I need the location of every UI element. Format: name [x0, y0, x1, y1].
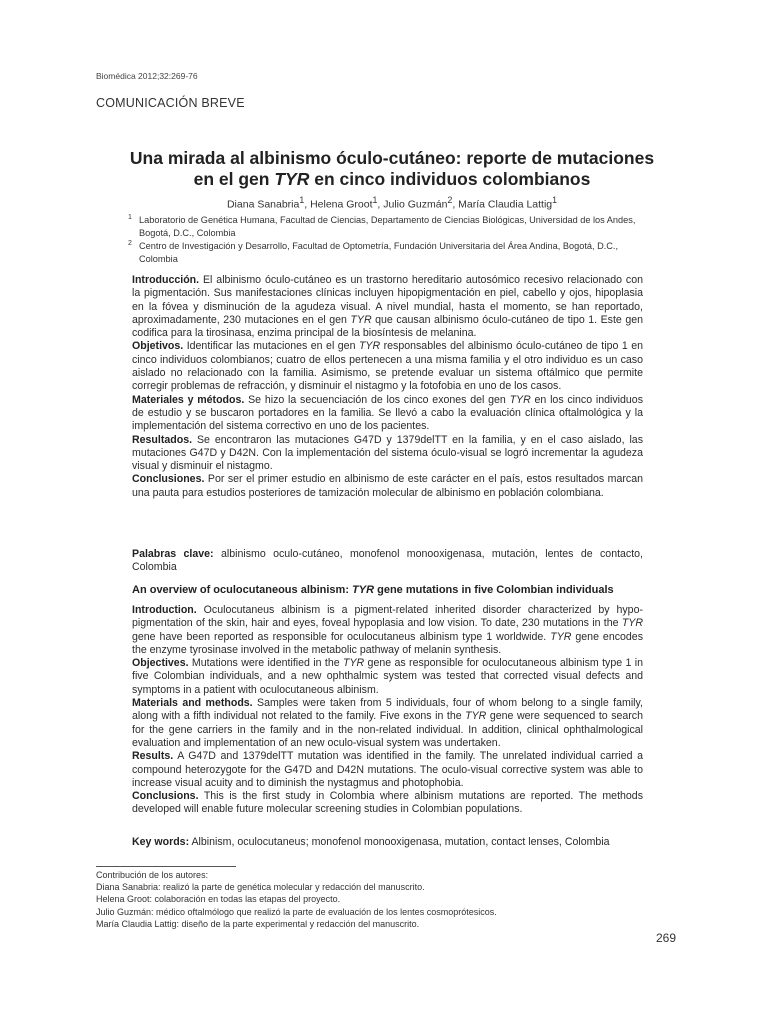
- affiliation: [128, 214, 648, 239]
- es-results: [132, 434, 643, 474]
- text: responsables del albinismo óculo-cutáneo de tipo 1 en cinco individuos colombianos; cuatro de ellos pertenecen a una misma familia y el otro individuo es un caso aislado no relacionado con la familia. Asimismo, se pretende evaluar un sistema oftálmico que permite corregir problemas de refracción, y disminuir el nistagmo y la fotofobia en uno de los casos.: [132, 340, 643, 393]
- gene: TYR: [509, 393, 531, 406]
- keywords-en: [132, 836, 643, 849]
- text: gene have been reported as responsible for oculocutaneus albinism type 1 worldwide.: [132, 630, 551, 643]
- text: Se hizo la secuenciación de los cinco exones del gen: [244, 393, 510, 406]
- text: Se encontraron las mutaciones G47D y 1379delTT en la familia, y en el caso aislado, las mutaciones G47D y D42N. Con la implementación del sistema óculo-visual se logró incrementar la agudeza visual y disminuir el nistagmo.: [132, 433, 643, 473]
- text: This is the first study in Colombia where albinism mutations are reported. The methods developed will enable future molecular screening studies in Colombian populations.: [132, 790, 643, 816]
- gene: TYR: [350, 313, 372, 326]
- section-label: Introduction.: [132, 604, 197, 616]
- text: Por ser el primer estudio en albinismo de este carácter en el país, estos resultados marcan una pauta para estudios posteriores de tamización molecular de albinismo en población colombiana.: [132, 473, 643, 499]
- contributions-heading: Contribución de los autores:: [96, 870, 209, 880]
- section-label: Materials and methods.: [132, 697, 253, 710]
- en-introduction: [132, 604, 643, 657]
- author-list: Diana Sanabria$^1$, Helena Groot$^1$, Julio Guzmán$^2$, María Claudia Lattig$^1$: [226, 195, 558, 211]
- abstract-es: [132, 274, 643, 500]
- contribution-line: María Claudia Lattig: diseño de la parte experimental y redacción del manuscrito.: [96, 918, 420, 929]
- contribution-line: Helena Groot: colaboración en todas las etapas del proyecto.: [96, 894, 341, 905]
- text: Identificar las mutaciones en el gen: [183, 340, 359, 353]
- en-objectives: [132, 657, 643, 697]
- footnote-divider: [96, 866, 236, 867]
- en-methods: [132, 697, 643, 750]
- keywords-label: Key words:: [132, 836, 190, 848]
- author: María Claudia Lattig: [458, 198, 553, 211]
- gene: TYR: [343, 657, 365, 670]
- text: gene as responsible for oculocutaneous albinism type 1 in five Colombian individuals, and a new ophthalmic system was tested that corrected visual defects and symptoms in a patient with oculocutaneous albinism.: [132, 657, 643, 696]
- text: Oculocutaneus albinism is a pigment-related inherited disorder characterized by hypo-pigmentation of the skin, hair and eyes, foveal hypoplasia and low vision. To date, 230 mutations in the: [132, 604, 643, 630]
- es-introduction: [132, 274, 643, 340]
- abstract-en: [132, 604, 643, 817]
- gene: TYR: [550, 630, 572, 643]
- text: A G47D and 1379delTT mutation was identified in the family. The unrelated individual carried a compound heterozygote for the G47D and D42N mutations. The oculo-visual corrective system was able to increase visual acuity and to diminish the nystagmus and photophobia.: [132, 750, 643, 789]
- section-label: Objectives.: [132, 657, 189, 670]
- keywords-text: albinismo oculo-cutáneo, monofenol monooxigenasa, mutación, lentes de contacto, Colombia: [132, 548, 644, 574]
- affiliation-number: 2: [128, 240, 132, 247]
- author-affil: 1: [372, 195, 378, 205]
- english-title: [132, 584, 652, 596]
- contribution-line: Diana Sanabria: realizó la parte de genética molecular y redacción del manuscrito.: [96, 882, 425, 893]
- es-conclusions: [132, 473, 643, 500]
- title-pre: An overview of oculocutaneous albinism:: [132, 584, 353, 596]
- keywords-line: [132, 548, 643, 575]
- section-label: Conclusions.: [132, 790, 199, 803]
- page-number: 269: [656, 931, 677, 945]
- keywords-line: [132, 836, 643, 849]
- section-label: Resultados.: [132, 433, 193, 446]
- title-line-1: Una mirada al albinismo óculo-cutáneo: reporte de mutaciones: [129, 148, 655, 168]
- title-line-2: [96, 169, 688, 190]
- section-label: Materiales y métodos.: [132, 393, 245, 406]
- section-label: Conclusiones.: [132, 473, 205, 486]
- text: que causan albinismo óculo-cutáneo de tipo 1. Este gen codifica para la tirosinasa, enzima principal de la biosíntesis de melanina.: [132, 313, 644, 340]
- en-results: [132, 750, 643, 790]
- affiliation-number: 1: [128, 214, 132, 221]
- title-gene: TYR: [274, 169, 310, 189]
- gene: TYR: [621, 617, 643, 630]
- keywords-es: [132, 548, 643, 575]
- section-label: COMUNICACIÓN BREVE: [96, 96, 245, 110]
- author: Diana Sanabria: [226, 198, 300, 211]
- text: Samples were taken from 5 individuals, four of whom belong to a single family, along with a fifth individual not related to the family. Five exons in the: [132, 697, 643, 723]
- title-post: gene mutations in five Colombian individuals: [374, 584, 614, 596]
- title-gene: TYR: [352, 584, 375, 596]
- es-methods: [132, 394, 643, 434]
- keywords-text: Albinism, oculocutaneus; monofenol monooxigenasa, mutation, contact lenses, Colombia: [189, 836, 610, 848]
- text: en los cinco individuos de estudio y se buscaron portadores en la familia. Se llevó a cabo la evaluación clínica oftalmológica y la implementación del sistema correctivo en uno de los pacientes.: [132, 393, 643, 433]
- author-affil: 2: [447, 195, 453, 205]
- es-objectives: [132, 340, 643, 393]
- author: Helena Groot: [310, 198, 373, 211]
- affiliations: [128, 214, 648, 266]
- contribution-line: Julio Guzmán: médico oftalmólogo que realizó la parte de evaluación de los lentes cosmoprótesicos.: [96, 906, 497, 917]
- title-pre: en el gen: [193, 169, 275, 189]
- section-label: Results.: [132, 750, 174, 763]
- gene: TYR: [358, 340, 381, 353]
- en-conclusions: [132, 790, 643, 817]
- affiliation-text: Centro de Investigación y Desarrollo, Facultad de Optometría, Fundación Universitaria del Área Andina, Bogotá, D.C., Colombia: [139, 241, 619, 264]
- section-label: Objetivos.: [132, 340, 184, 353]
- author-affil: 1: [552, 195, 558, 205]
- text: gene encodes the enzyme tyrosinase involved in the metabolic pathway of melanin synthesis.: [132, 630, 643, 656]
- article-title: [96, 148, 688, 190]
- title-post: en cinco individuos colombianos: [309, 169, 591, 189]
- author: Julio Guzmán: [383, 198, 448, 211]
- section-label: Introducción.: [132, 274, 200, 286]
- text: gene were sequenced to search for the gene carriers in the family and in the non-related individual. In addition, clinical ophthalmological evaluation and implementation of an new oculo-visual system was undertaken.: [132, 710, 643, 749]
- affiliation: [128, 240, 648, 265]
- text: Mutations were identified in the: [188, 657, 343, 670]
- journal-reference: Biomédica 2012;32:269-76: [96, 71, 198, 81]
- affiliation-text: Laboratorio de Genética Humana, Facultad de Ciencias, Departamento de Ciencias Biológicas, Universidad de los Andes, Bogotá, D.C., Colombia: [139, 215, 636, 238]
- keywords-label: Palabras clave:: [132, 548, 214, 560]
- author-affil: 1: [299, 195, 305, 205]
- author-contributions: [96, 869, 497, 930]
- text: El albinismo óculo-cutáneo es un trastorno hereditario autosómico recesivo relacionado con la pigmentación. Sus manifestaciones clínicas incluyen hipopigmentación en piel, cabello y ojos, hipoplasia en la fóvea y disminución de la agudeza visual. A nivel mundial, hasta el momento, se han reportado, aproximadamente, 230 mutaciones en el gen: [132, 274, 643, 326]
- gene: TYR: [465, 710, 487, 723]
